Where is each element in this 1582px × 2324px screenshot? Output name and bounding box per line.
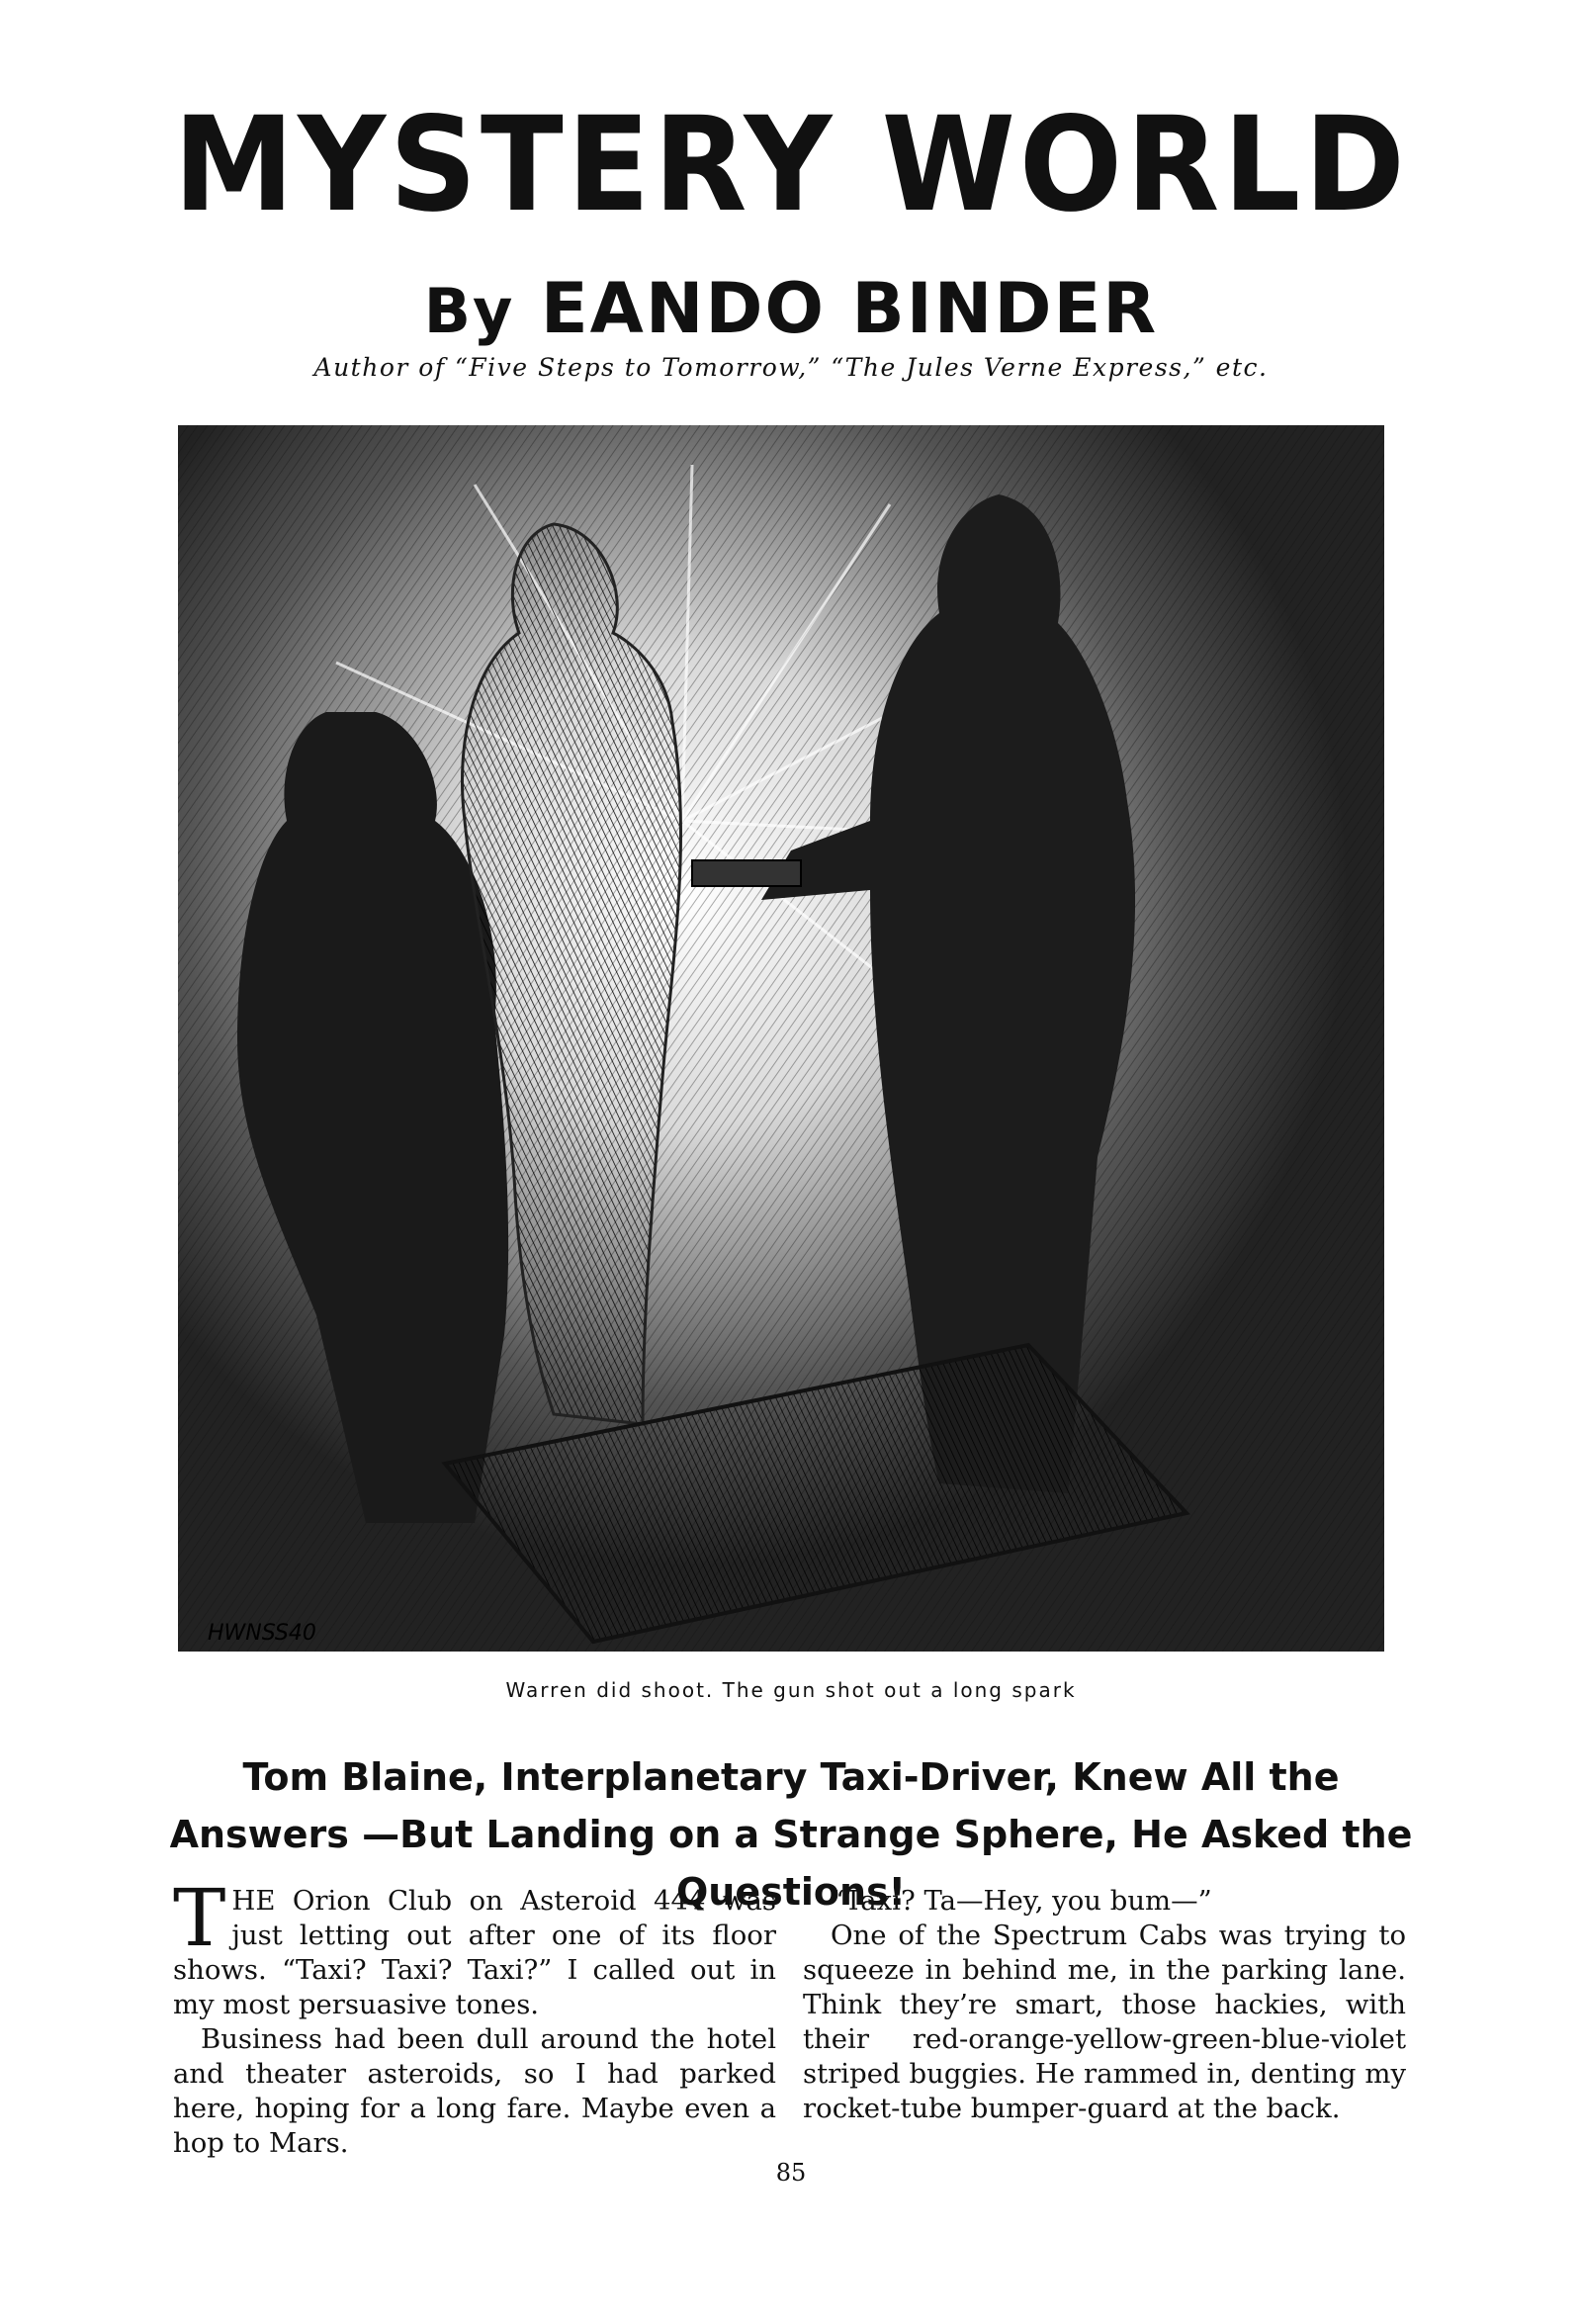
author-credit: Author of “Five Steps to Tomorrow,” “The Jules Verne Express,” etc. <box>313 353 1269 382</box>
byline-by: By <box>423 275 515 347</box>
story-title: MYSTERY WORLD <box>173 89 1409 241</box>
drop-cap: T <box>173 1872 226 1964</box>
body-column-right <box>803 1884 1406 2126</box>
paragraph-text: HE Orion Club on Asteroid 444 was just letting out after one of its floor shows. “Taxi? Taxi? Taxi?” I called out in my most persuasive tones. <box>173 1885 776 2020</box>
story-illustration <box>178 425 1384 1652</box>
byline-author: EANDO BINDER <box>540 268 1159 349</box>
paragraph: One of the Spectrum Cabs was trying to squeeze in behind me, in the parking lane. Think they’re smart, those hackies, with their red-orange-yellow-green-blue-violet striped buggies. He rammed in, denting my rocket-tube bumper-guard at the back. <box>803 1920 1406 2124</box>
artist-signature: HWNSS40 <box>208 1621 316 1646</box>
story-headline: Tom Blaine, Interplanetary Taxi-Driver, Knew All the Answers —But Landing on a Strange Sphere, He Asked the Questions! <box>169 1755 1413 1914</box>
body-column-left <box>173 1872 776 2161</box>
ray-gun <box>692 860 801 886</box>
byline <box>0 269 1582 351</box>
paragraph <box>173 1872 776 2022</box>
illustration-caption: Warren did shoot. The gun shot out a long spark <box>505 1678 1077 1702</box>
paragraph: “Taxi? Ta—Hey, you bum—” <box>831 1885 1212 1917</box>
paragraph: Business had been dull around the hotel and theater asteroids, so I had parked here, hoping for a long fare. Maybe even a hop to Mars. <box>173 2023 776 2159</box>
page-number: 85 <box>775 2159 807 2187</box>
